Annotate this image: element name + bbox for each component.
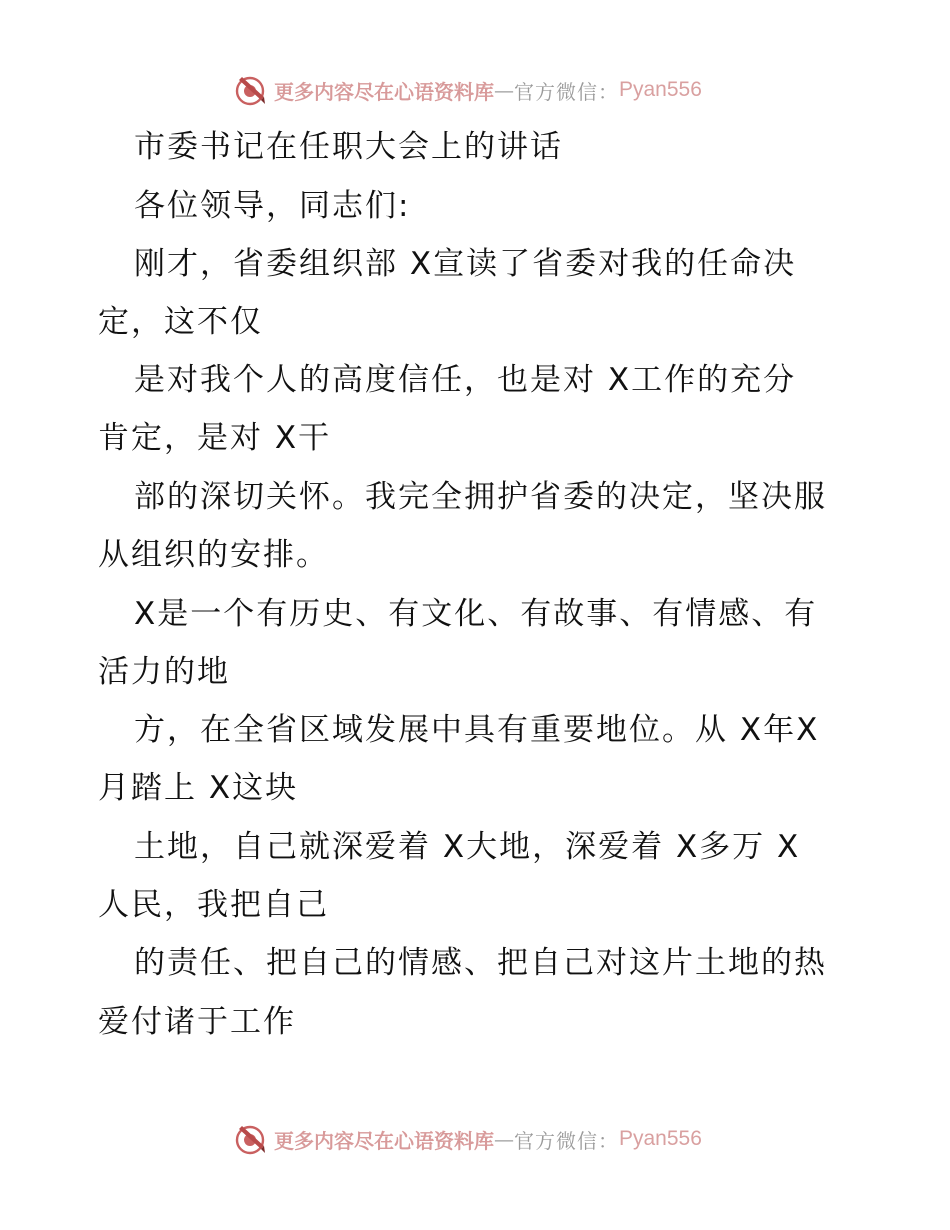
text-line: 活力的地 [98, 654, 230, 690]
watermark-wechat-label: 官方微信： [514, 79, 619, 104]
watermark-brand: 更多内容尽在心语资料库 [274, 1128, 494, 1153]
watermark-wechat-id: Pyan556 [619, 78, 702, 101]
text-line: 土地，自己就深爱着 X大地，深爱着 X多万 X [134, 829, 801, 865]
text-line: 各位领导，同志们: [134, 188, 411, 224]
watermark-wechat-label: 官方微信： [514, 1128, 619, 1153]
header-watermark [234, 72, 702, 108]
watermark-wechat-id: Pyan556 [619, 1127, 702, 1150]
watermark-separator: — [494, 78, 514, 102]
text-line: 爱付诸于工作 [98, 1004, 296, 1040]
pen-quill-logo-icon [234, 73, 268, 107]
pen-quill-logo-icon [234, 1122, 268, 1156]
text-line: X是一个有历史、有文化、有故事、有情感、有 [134, 596, 818, 632]
text-line: 方，在全省区域发展中具有重要地位。从 X年X [134, 712, 820, 748]
text-line: 的责任、把自己的情感、把自己对这片土地的热 [134, 945, 827, 981]
document-title: 市委书记在任职大会上的讲话 [134, 129, 563, 165]
watermark-separator: — [494, 1127, 514, 1151]
text-line: 肯定，是对 X干 [98, 420, 332, 456]
text-line: 定，这不仅 [98, 304, 263, 340]
text-line: 部的深切关怀。我完全拥护省委的决定，坚决服 [134, 479, 827, 515]
watermark-brand: 更多内容尽在心语资料库 [274, 79, 494, 104]
text-line: 刚才，省委组织部 X宣读了省委对我的任命决 [134, 246, 797, 282]
text-line: 是对我个人的高度信任，也是对 X工作的充分 [134, 362, 797, 398]
text-line: 人民，我把自己 [98, 887, 329, 923]
text-line: 月踏上 X这块 [98, 770, 299, 806]
text-line: 从组织的安排。 [98, 537, 329, 573]
footer-watermark [234, 1121, 702, 1157]
